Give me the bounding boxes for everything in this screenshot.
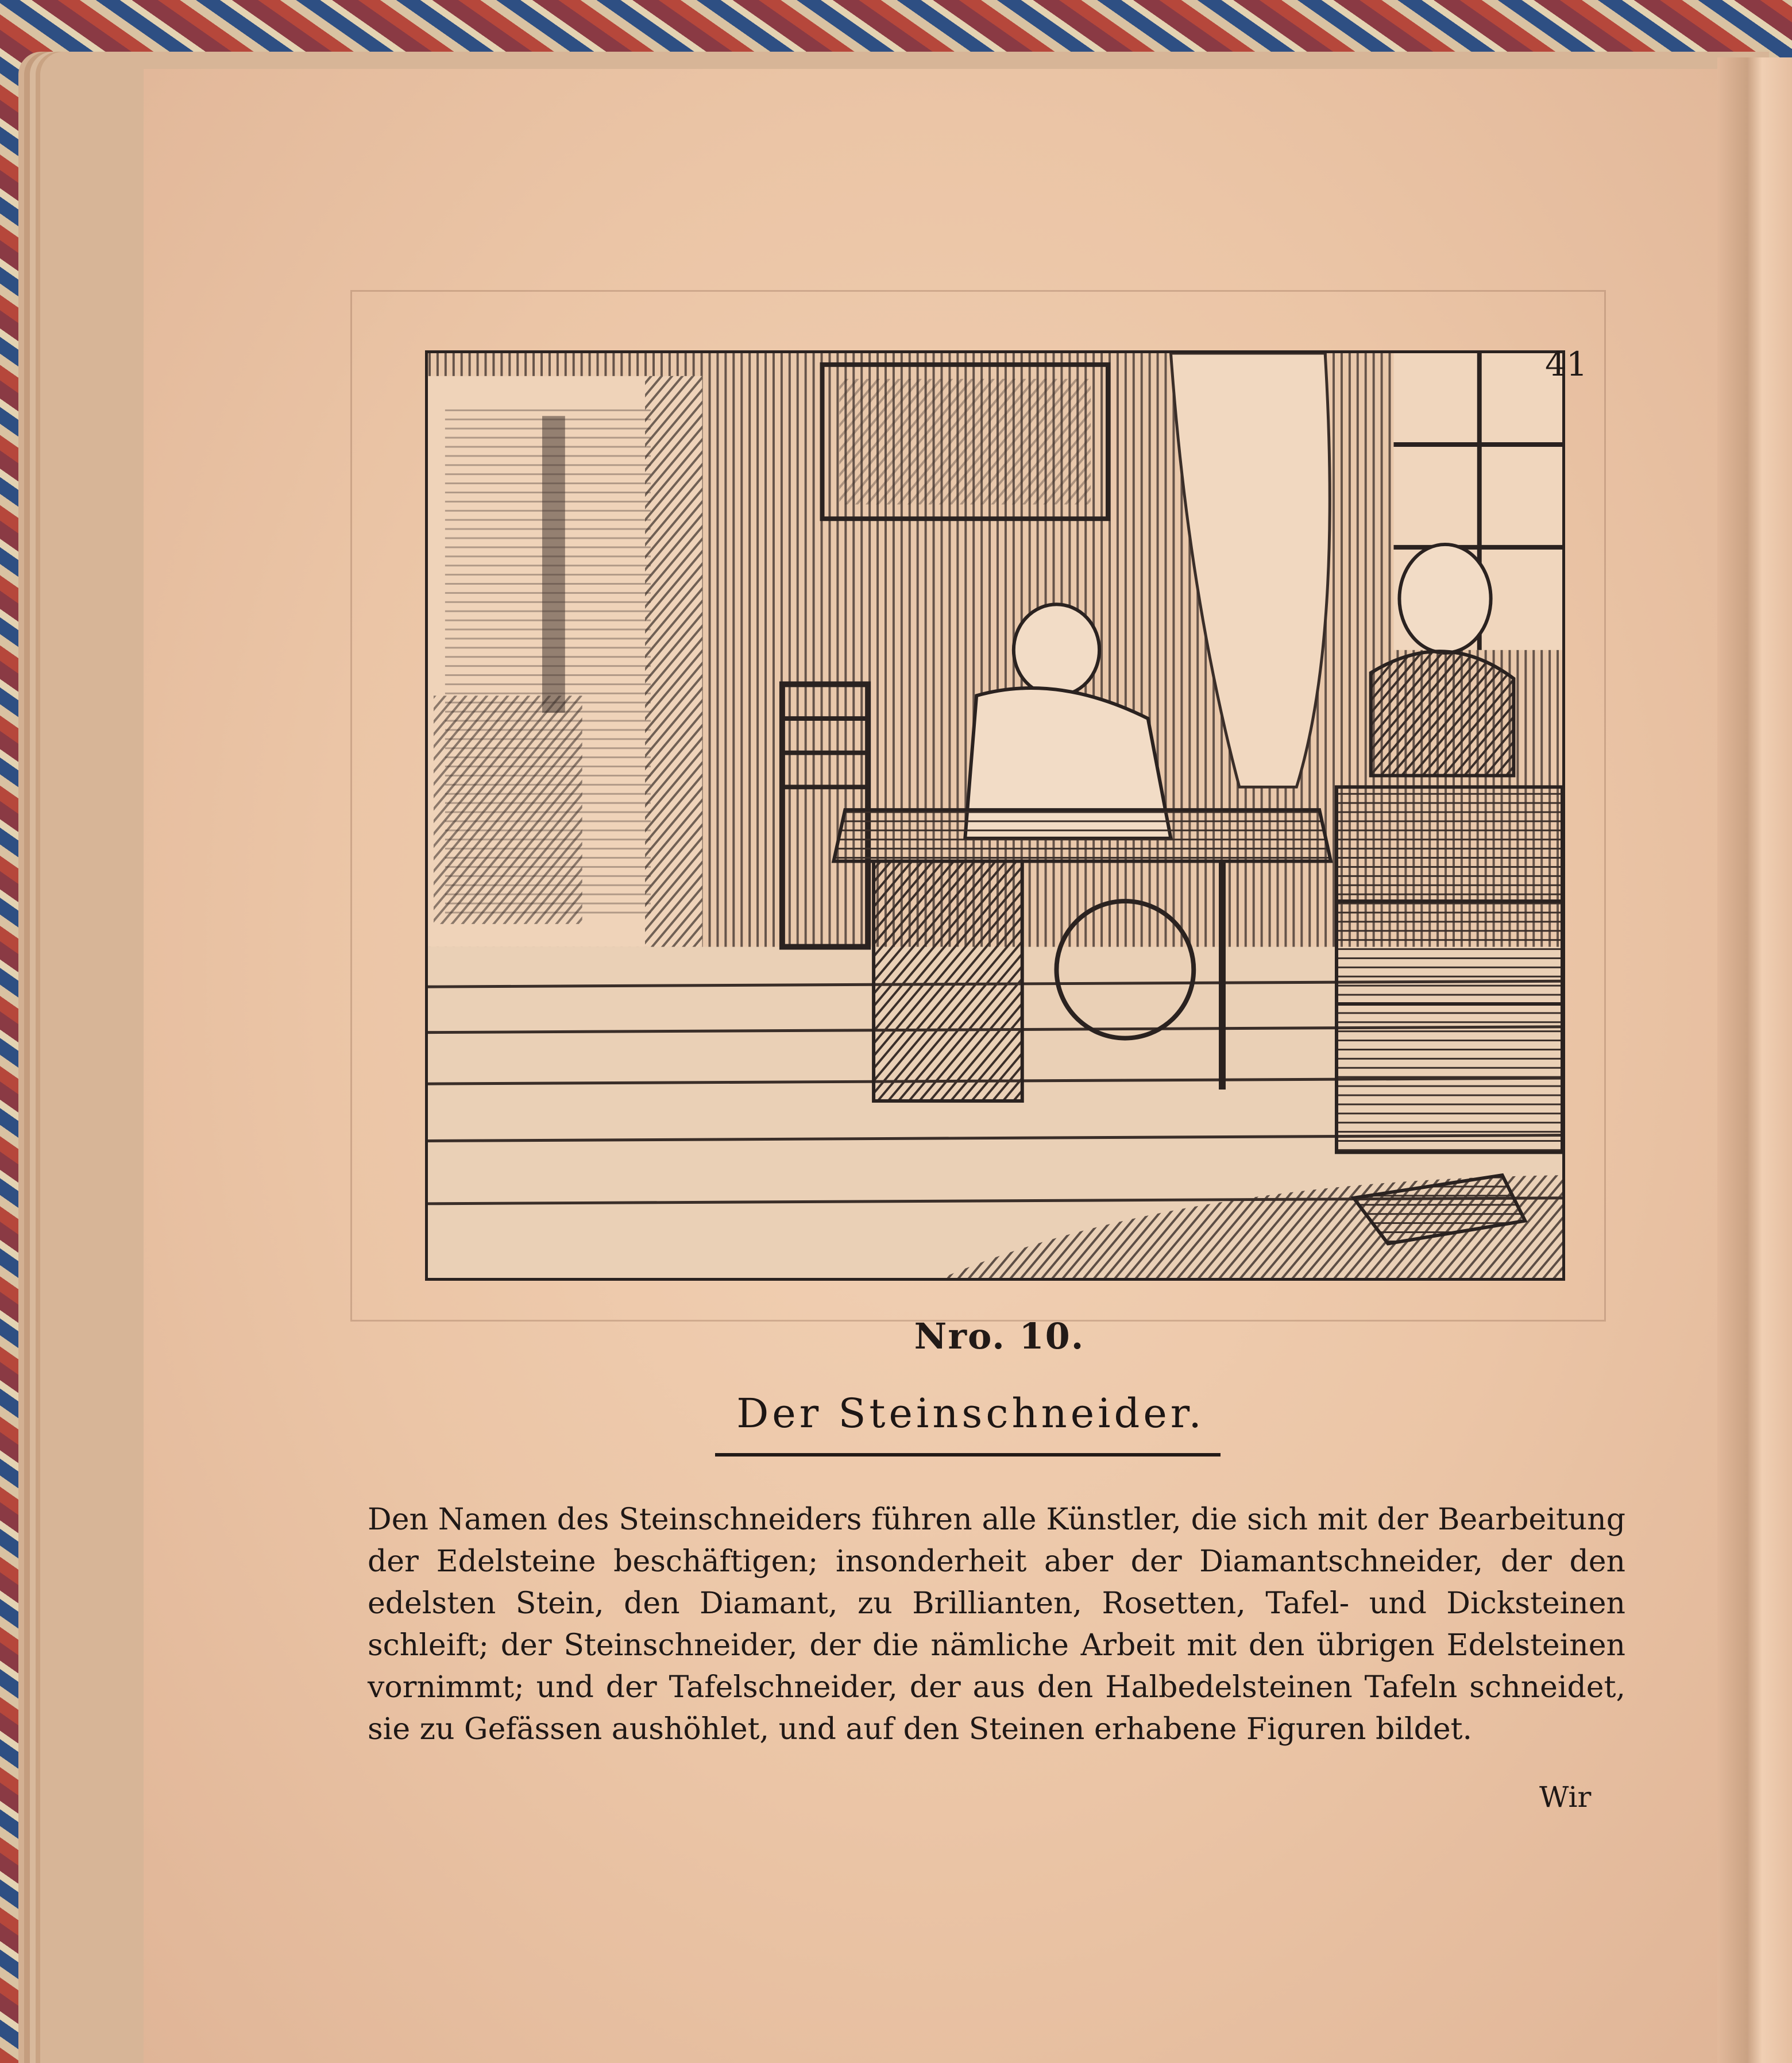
title-rule: [715, 1453, 1221, 1457]
workshop-engraving: [425, 350, 1565, 1281]
plate-number: Nro. 10.: [914, 1315, 1085, 1357]
page-number: 41: [1545, 345, 1588, 384]
engraving-icon: [428, 353, 1562, 1278]
next-page-edge: [1717, 57, 1792, 2063]
chapter-title: Der Steinschneider.: [736, 1390, 1205, 1437]
catchword: Wir: [1539, 1780, 1592, 1814]
body-paragraph: Den Namen des Steinschneiders führen alle Künstler, die sich mit der Bearbeitung der Edelsteine beschäftigen; insonderheit aber der Diamantschneider, der den edelsten Stein, den Diamant, zu Brillianten, Rosetten, Tafel- und Dicksteinen schleift; der Steinschneider, der die nämliche Arbeit mit den übrigen Edelsteinen vornimmt; und der Tafelschneider, der aus den Halbedelsteinen Tafeln schneidet, sie zu Gefässen aushöhlet, und auf den Steinen erhabene Figuren bildet.: [368, 1502, 1625, 1747]
